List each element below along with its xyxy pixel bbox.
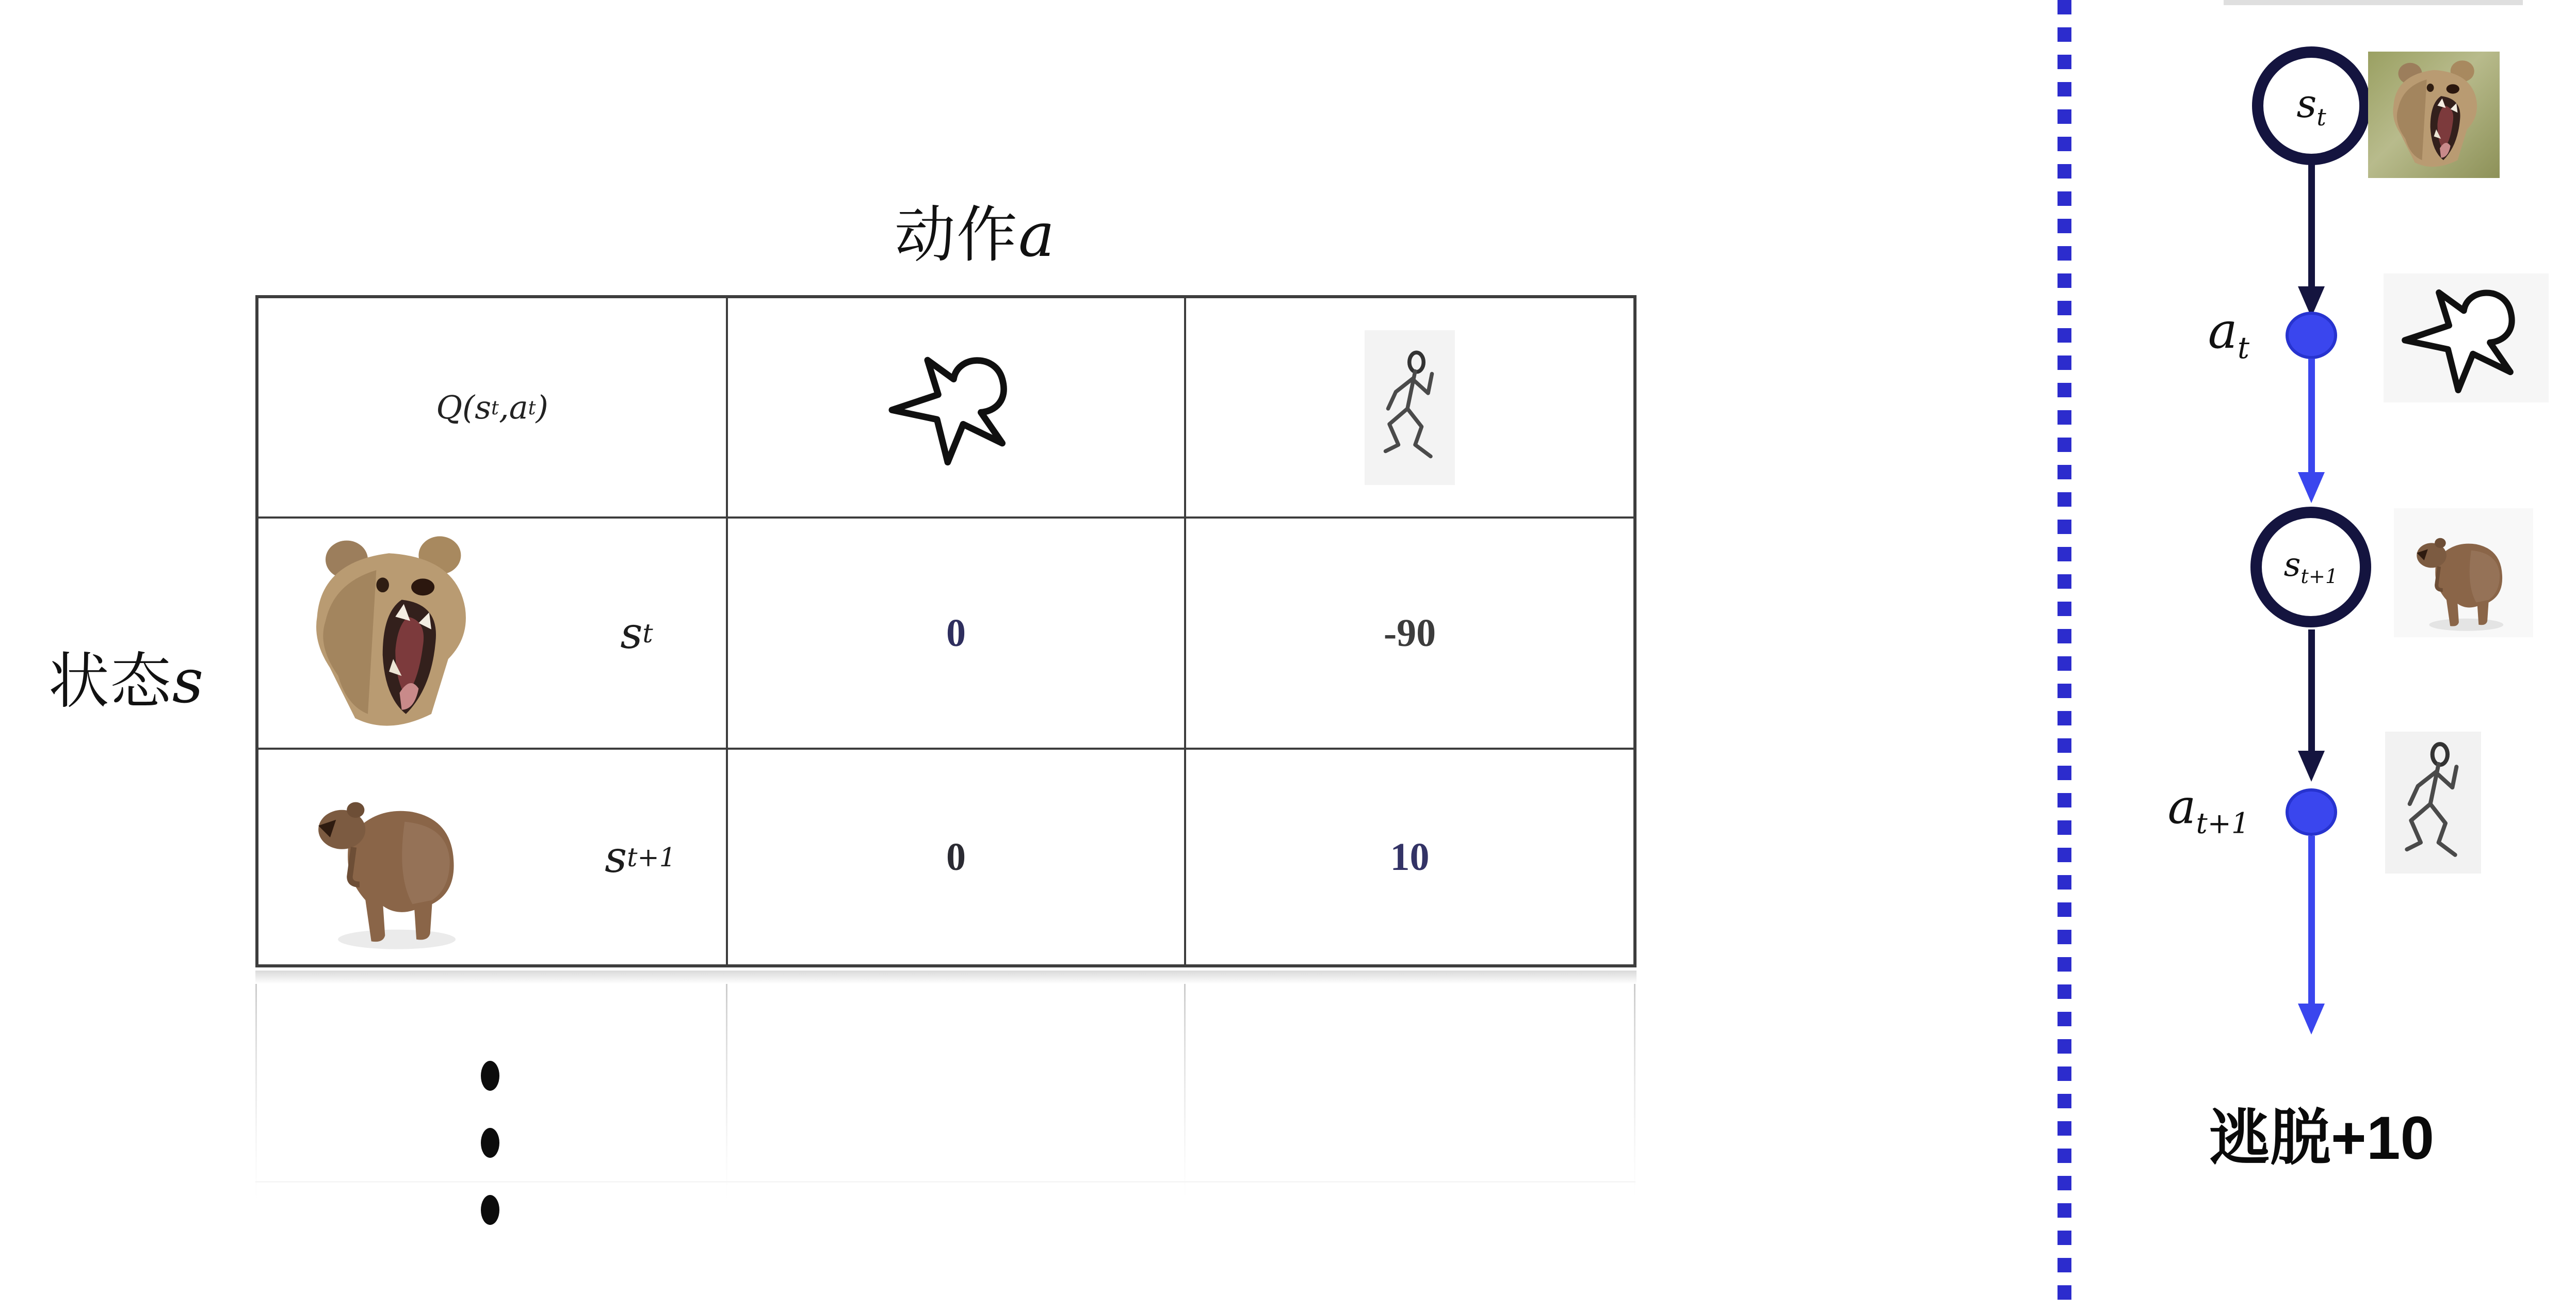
roaring-bear-photo [2368,52,2500,178]
q-function-header-cell [258,298,726,516]
action-node-label-at1 [2095,779,2249,840]
state-subscript: t [642,618,653,649]
state-axis-title [15,632,237,720]
node-subscript: t+1 [2300,564,2338,588]
outcome-reward-label: 逃脱+10 [2209,1104,2435,1172]
q-label-part: ) [536,389,548,426]
state-node-label [2296,80,2326,131]
roaring-bear-image [277,525,501,742]
action-column-header-run [1186,298,1633,516]
q-label-part: ,a [498,389,528,426]
q-value-cell: 0 [946,835,966,879]
ellipsis-dot [481,1128,499,1158]
state-subscript: t+1 [627,842,676,872]
action-node-at [2286,312,2337,359]
walking-bear-illustration [288,759,497,955]
ellipsis-dot [481,1195,499,1225]
run-action-icon [2392,739,2474,866]
state-row-label-st [547,519,726,748]
state-symbol: s [620,608,643,658]
node-symbol: a [2208,302,2238,360]
arrow-head [2298,1004,2325,1035]
action-axis-var: a [1018,199,1056,270]
pounce-action-icon [879,348,1033,467]
arrow-shaft [2308,629,2315,751]
action-column-header-pounce [728,298,1184,516]
dashed-section-divider [2057,0,2071,1309]
q-label-part: Q(s [436,389,492,426]
run-action-image [2385,732,2481,874]
walking-bear-photo [2394,508,2533,637]
transition-arrow-blue [2298,836,2325,1035]
state-axis-var: s [172,645,205,717]
q-value-cell: 0 [946,611,966,655]
state-node-st [2252,46,2371,165]
walking-bear-illustration [2398,511,2530,635]
roaring-bear-illustration [281,528,497,739]
transition-arrow-dark [2298,629,2325,782]
state-row-label-st1 [537,750,743,964]
action-axis-title [774,186,1176,273]
q-label-sub: t [491,396,499,419]
arrow-shaft [2308,164,2315,286]
node-subscript: t [2316,104,2326,132]
node-subscript: t+1 [2196,807,2249,841]
arrow-head [2298,751,2325,782]
q-table [255,295,1637,967]
node-symbol: s [2283,546,2301,585]
node-symbol: s [2296,80,2317,126]
action-node-at1 [2286,788,2337,836]
state-axis-cjk: 状态 [48,648,172,716]
q-label-sub: t [528,396,536,419]
run-action-icon [1371,342,1449,473]
arrow-shaft [2308,359,2315,472]
ghost-fade-overlay [255,971,1637,1309]
action-node-label-at [2115,302,2249,365]
transition-arrow-dark [2298,164,2325,317]
node-symbol: a [2167,779,2196,834]
table-faded-continuation [255,971,1637,1309]
ellipsis-dot [481,1061,499,1091]
arrow-head [2298,472,2325,503]
walking-bear-image [284,756,501,958]
action-axis-cjk: 动作 [894,202,1018,269]
pounce-action-icon [2391,281,2541,395]
transition-arrow-blue [2298,359,2325,503]
state-node-st1 [2250,507,2371,627]
state-node-label [2284,546,2338,588]
pounce-action-image [2384,273,2549,402]
node-subscript: t [2237,331,2249,366]
crop-artifact-sliver [2224,0,2523,5]
state-symbol: s [605,832,627,882]
roaring-bear-illustration [2373,56,2494,174]
arrow-shaft [2308,836,2315,1004]
q-value-cell: -90 [1383,611,1436,655]
q-value-cell: 10 [1390,835,1430,879]
